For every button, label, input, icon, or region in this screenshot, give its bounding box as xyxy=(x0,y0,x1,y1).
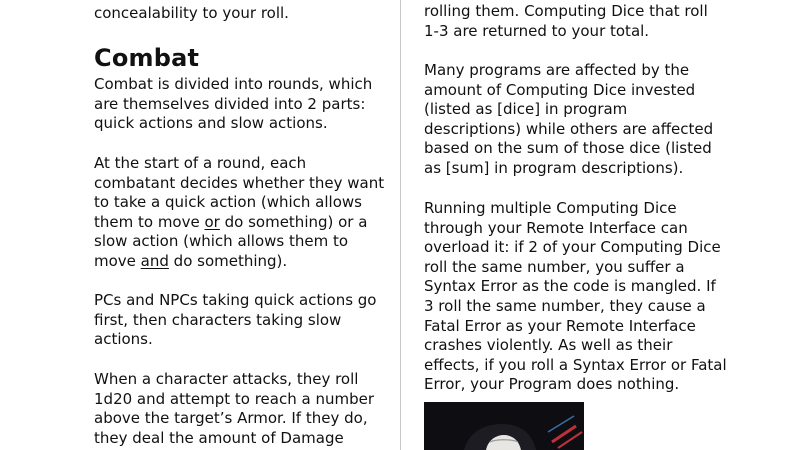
section-heading-combat: Combat xyxy=(94,44,200,72)
combat-paragraph-4: When a character attacks, they roll 1d20 and attempt to reach a number above the target’s Armor. If they do, they deal the amount of Damage xyxy=(94,370,374,447)
combat-paragraph-1: Combat is divided into rounds, which are themselves divided into 2 parts: quick actions and slow actions. xyxy=(94,75,373,133)
combat-paragraph-2: At the start of a round, each combatant decides whether they want to take a quick action (which allows them to move or do something) or a slow action (which allows them to move and do something). xyxy=(94,154,385,270)
emphasis-and: and xyxy=(140,251,169,270)
left-top-fragment: concealability to your roll. xyxy=(94,4,289,22)
combat-paragraph-3: PCs and NPCs taking quick actions go first, then characters taking slow actions. xyxy=(94,291,377,349)
column-divider xyxy=(400,0,401,450)
computing-paragraph-3: Running multiple Computing Dice through your Remote Interface can overload it: if 2 of your Computing Dice roll the same number, you suffer a Syntax Error as the code is mangled. If 3 roll the same number, they cause a Fatal Error as your Remote Interface crashes violently. As well as their effects, if you roll a Syntax Error or Fatal Error, your Program does nothing. xyxy=(424,199,727,394)
illustration-art xyxy=(424,402,584,450)
line-with-or: them to move or do something) or a xyxy=(94,212,368,231)
computing-paragraph-2: Many programs are affected by the amount of Computing Dice invested (listed as [dice] in program descriptions) while others are affected based on the sum of those dice (listed as [sum] in program descriptions). xyxy=(424,61,714,177)
computing-paragraph-1: rolling them. Computing Dice that roll 1-3 are returned to your total. xyxy=(424,2,708,40)
emphasis-or: or xyxy=(204,212,220,231)
character-illustration xyxy=(424,402,584,450)
line-with-and: move and do something). xyxy=(94,251,288,270)
